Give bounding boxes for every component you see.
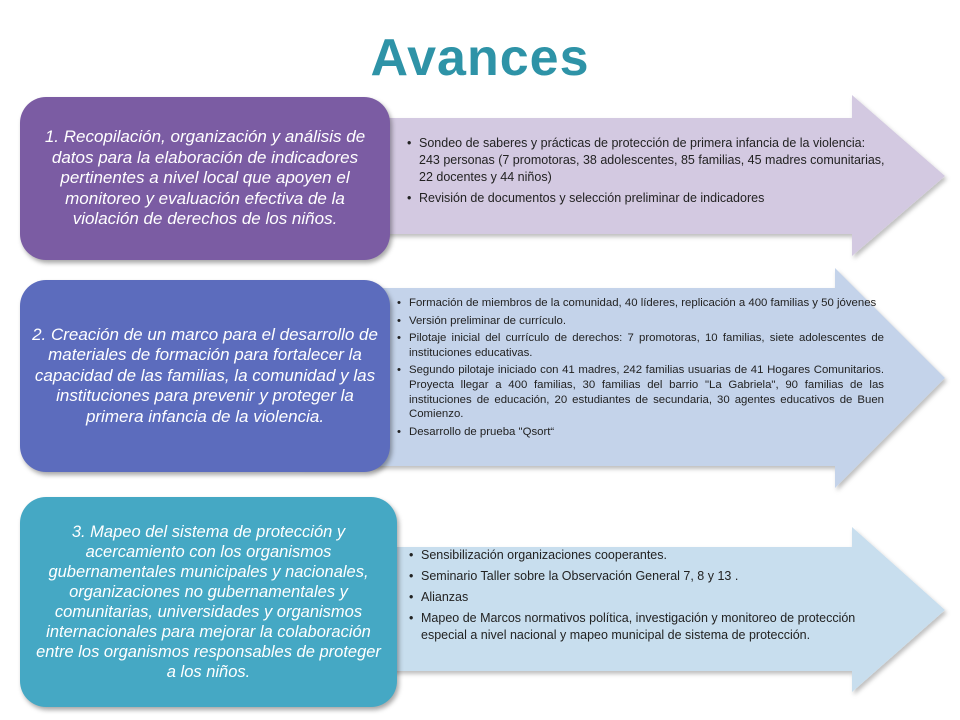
list-item: • Sensibilización organizaciones cooperantes.	[421, 547, 876, 564]
step-3-heading: 3. Mapeo del sistema de protección y acercamiento con los organismos gubernamentales municipales y nacionales, organizaciones no gubernamentales y comunitarias, universidades y organismos internacionales para mejorar la colaboración entre los organismos responsables de proteger a los niños.	[36, 523, 381, 681]
list-item: • Alianzas	[421, 589, 876, 606]
list-item: • Pilotaje inicial del currículo de derechos: 7 promotoras, 10 familias, siete adolescentes de instituciones educativas.	[409, 331, 884, 360]
list-item: • Sondeo de saberes y prácticas de protección de primera infancia de la violencia: 243 personas (7 promotoras, 38 adolescentes, 85 familias, 45 madres comunitarias, 22 docentes y 44 niños)	[419, 135, 889, 186]
list-item: • Segundo pilotaje iniciado con 41 madres, 242 familias usuarias de 41 Hogares Comunitarios. Proyecta llegar a 400 familias, 30 familias del barrio "La Gabriela", 90 familias de las instituciones de educación, 20 estudiantes de secundaria, 30 agentes educativos de Buen Comienzo.	[409, 363, 884, 421]
step-3-box	[20, 497, 397, 707]
step-1-box	[20, 97, 390, 260]
step-1-bullets	[405, 135, 889, 211]
list-item: • Seminario Taller sobre la Observación General 7, 8 y 13 .	[421, 568, 876, 585]
step-2-box	[20, 280, 390, 472]
step-3-bullets	[407, 547, 876, 648]
step-2-bullets	[395, 296, 884, 442]
list-item: • Mapeo de Marcos normativos política, investigación y monitoreo de protección especial a nivel nacional y mapeo municipal de sistema de protección.	[421, 610, 876, 644]
step-2-heading: 2. Creación de un marco para el desarrollo de materiales de formación para fortalecer la capacidad de las familias, la comunidad y las instituciones para prevenir y proteger la primera infancia de la violencia.	[32, 324, 378, 426]
list-item: • Versión preliminar de currículo.	[409, 314, 884, 329]
list-item: • Desarrollo de prueba "Qsort“	[409, 425, 884, 440]
step-1-heading: 1. Recopilación, organización y análisis de datos para la elaboración de indicadores pertinentes a nivel local que apoyen el monitoreo y evaluación efectiva de la violación de derechos de los niños.	[44, 127, 366, 229]
list-item: • Formación de miembros de la comunidad, 40 líderes, replicación a 400 familias y 50 jóvenes	[409, 296, 884, 311]
slide-title: Avances	[370, 29, 590, 87]
list-item: • Revisión de documentos y selección preliminar de indicadores	[419, 190, 889, 207]
